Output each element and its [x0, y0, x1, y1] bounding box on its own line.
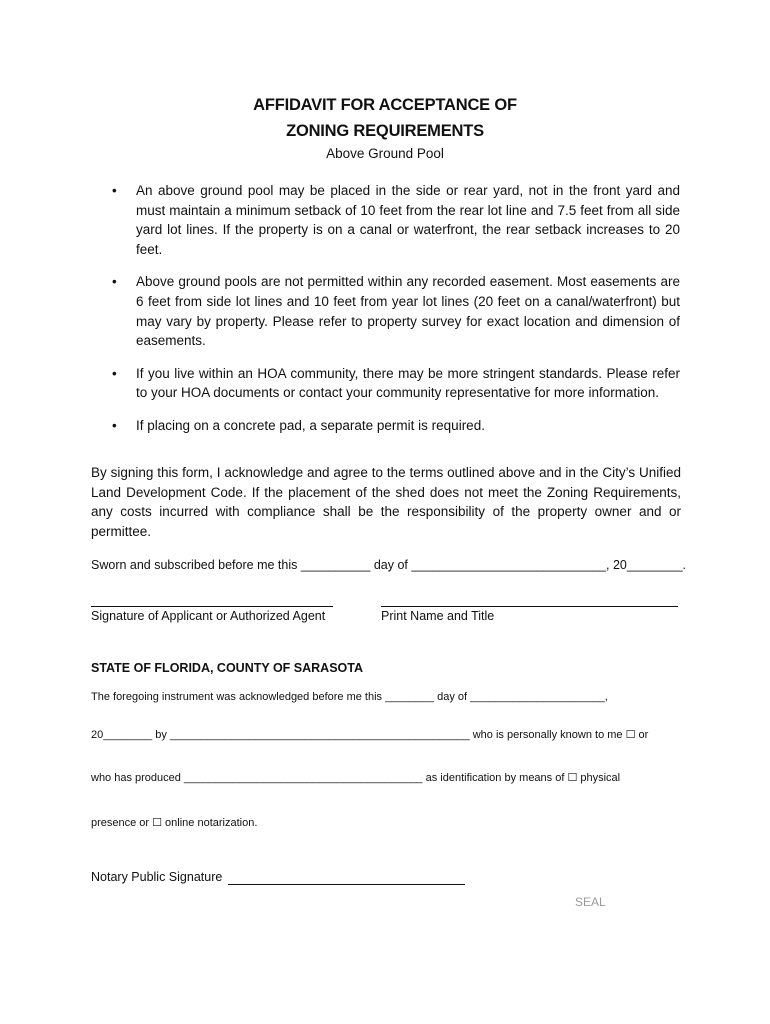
requirements-list — [112, 181, 680, 449]
requirement-text: If you live within an HOA community, there may be more stringent standards. Please refer to your HOA documents or contact your community representative for more information. — [136, 365, 680, 401]
list-item — [112, 181, 680, 259]
seal-placeholder: SEAL — [575, 895, 606, 909]
list-item — [112, 416, 680, 436]
bullet-icon: • — [112, 183, 117, 198]
document-subtitle: Above Ground Pool — [326, 146, 444, 161]
requirement-text: Above ground pools are not permitted within any recorded easement. Most easements are 6 feet from side lot lines and 10 feet from year lot lines (20 feet on a canal/waterfront) but may vary by property. Please refer to property survey for exact location and dimension of easements. — [136, 274, 680, 349]
notary-signature-label: Notary Public Signature — [91, 870, 223, 884]
signature-label: Signature of Applicant or Authorized Agent — [91, 609, 326, 623]
sworn-line: Sworn and subscribed before me this __________ day of ____________________________, 20________. — [91, 558, 686, 572]
notary-line-3: who has produced _______________________________________ as identification by means of ☐ physical — [91, 772, 621, 784]
print-name-line[interactable] — [381, 606, 678, 607]
list-item — [112, 272, 680, 350]
requirement-text: If placing on a concrete pad, a separate permit is required. — [136, 417, 485, 433]
applicant-signature-line[interactable] — [91, 606, 333, 607]
notary-line-4: presence or ☐ online notarization. — [91, 817, 258, 829]
bullet-icon: • — [112, 365, 117, 381]
requirement-text: An above ground pool may be placed in the side or rear yard, not in the front yard and must maintain a minimum setback of 10 feet from the rear lot line and 7.5 feet from all side yard lot lines. If the property is on a canal or waterfront, the rear setback increases to 20 feet. — [136, 183, 680, 257]
document-title-line1: AFFIDAVIT FOR ACCEPTANCE OF — [253, 96, 517, 114]
notary-signature-line[interactable] — [228, 884, 465, 885]
state-county-heading: STATE OF FLORIDA, COUNTY OF SARASOTA — [91, 661, 363, 675]
print-name-label: Print Name and Title — [381, 609, 495, 623]
document-title-line2: ZONING REQUIREMENTS — [286, 122, 484, 140]
notary-line-1: The foregoing instrument was acknowledged before me this ________ day of ______________________, — [91, 691, 608, 703]
list-item — [112, 364, 680, 403]
bullet-icon: • — [112, 417, 117, 433]
acknowledgement-paragraph: By signing this form, I acknowledge and agree to the terms outlined above and in the City’s Unified Land Development Code. If the placement of the shed does not meet the Zoning Requirements, any costs incurred with compliance shall be the responsibility of the property owner and or permittee. — [91, 465, 681, 539]
bullet-icon: • — [112, 274, 117, 290]
notary-line-2: 20________ by _________________________________________________ who is personally known to me ☐ or — [91, 729, 649, 741]
